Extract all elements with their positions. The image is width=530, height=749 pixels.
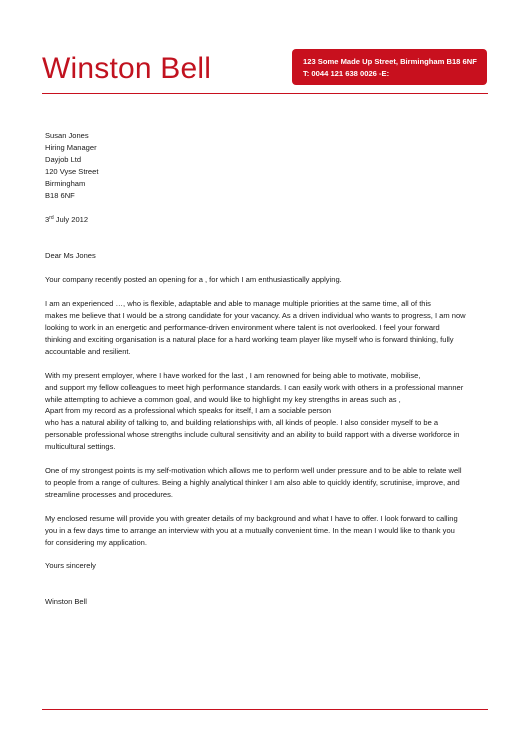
paragraph-line: and support my fellow colleagues to meet high performance standards. I can easily work with others in a professional manner: [45, 382, 464, 392]
recipient-city: Birmingham: [45, 178, 86, 188]
paragraph-line: My enclosed resume will provide you with greater details of my background and what I have to offer. I look forward to calling: [45, 513, 458, 523]
paragraph-experience: [45, 298, 485, 358]
date-day: 3: [45, 215, 50, 225]
letter-body: [45, 130, 485, 608]
contact-address: 123 Some Made Up Street, Birmingham B18 6NF: [303, 57, 477, 66]
salutation: Dear Ms Jones: [45, 251, 96, 261]
date-month-year: July 2012: [53, 215, 89, 225]
date-suffix: rd: [49, 215, 54, 222]
paragraph-line: while attempting to achieve a common goal, and would like to highlight my key strengths in areas such as ,: [45, 394, 401, 404]
recipient-name: Susan Jones: [45, 131, 89, 140]
contact-phone-email: T: 0044 121 638 0026 -E:: [303, 69, 390, 78]
paragraph-line: Apart from my record as a professional which speaks for itself, I am a sociable person: [45, 406, 332, 416]
paragraph-line: to people from a range of cultures. Being a highly analytical thinker I am also able to quickly identify, scrutinise, improve, and: [45, 477, 460, 487]
paragraph-employer: [45, 370, 485, 453]
paragraph-intro: Your company recently posted an opening for a , for which I am enthusiastically applying.: [45, 275, 342, 285]
closing: Yours sincerely: [45, 561, 96, 571]
footer-divider: [42, 709, 488, 710]
recipient-postcode: B18 6NF: [45, 190, 75, 200]
paragraph-line: streamline processes and procedures.: [45, 489, 173, 499]
header-divider: [42, 93, 488, 94]
recipient-title: Hiring Manager: [45, 142, 97, 152]
letter-date: [45, 213, 485, 226]
paragraph-line: thinking and exciting organisation is a natural place for a hard working team player like myself who is forward thinking, fully: [45, 334, 454, 344]
paragraph-line: for considering my application.: [45, 537, 147, 547]
paragraph-line: you in a few days time to arrange an interview with you at a mutually convenient time. In the mean I would like to thank you: [45, 525, 455, 535]
paragraph-line: With my present employer, where I have worked for the last , I am renowned for being able to motivate, mobilise,: [45, 370, 421, 380]
contact-box: [292, 49, 487, 85]
paragraph-strengths: [45, 465, 485, 501]
paragraph-line: personable professional whose strengths include cultural sensitivity and an ability to build rapport with a diverse workforce in: [45, 430, 460, 440]
paragraph-line: looking to work in an energetic and performance-driven environment where talent is not overlooked. I feel your forward: [45, 322, 440, 332]
paragraph-line: multicultural settings.: [45, 442, 116, 452]
paragraph-closing: [45, 513, 485, 549]
paragraph-line: I am an experienced …, who is flexible, adaptable and able to manage multiple priorities at the same time, all of this: [45, 299, 431, 309]
paragraph-line: makes me believe that I would be a strong candidate for your vacancy. As a driven individual who wants to progress, I am now: [45, 311, 466, 321]
recipient-street: 120 Vyse Street: [45, 166, 99, 176]
signature: Winston Bell: [45, 597, 87, 607]
recipient-company: Dayjob Ltd: [45, 154, 82, 164]
paragraph-line: One of my strongest points is my self-motivation which allows me to perform well under pressure and to be able to relate well: [45, 466, 462, 476]
paragraph-line: who has a natural ability of talking to, and building relationships with, all kinds of people. I also consider myself to be a: [45, 418, 439, 428]
recipient-address: [45, 130, 485, 201]
sender-name: Winston Bell: [42, 52, 212, 85]
paragraph-line: accountable and resilient.: [45, 346, 131, 356]
